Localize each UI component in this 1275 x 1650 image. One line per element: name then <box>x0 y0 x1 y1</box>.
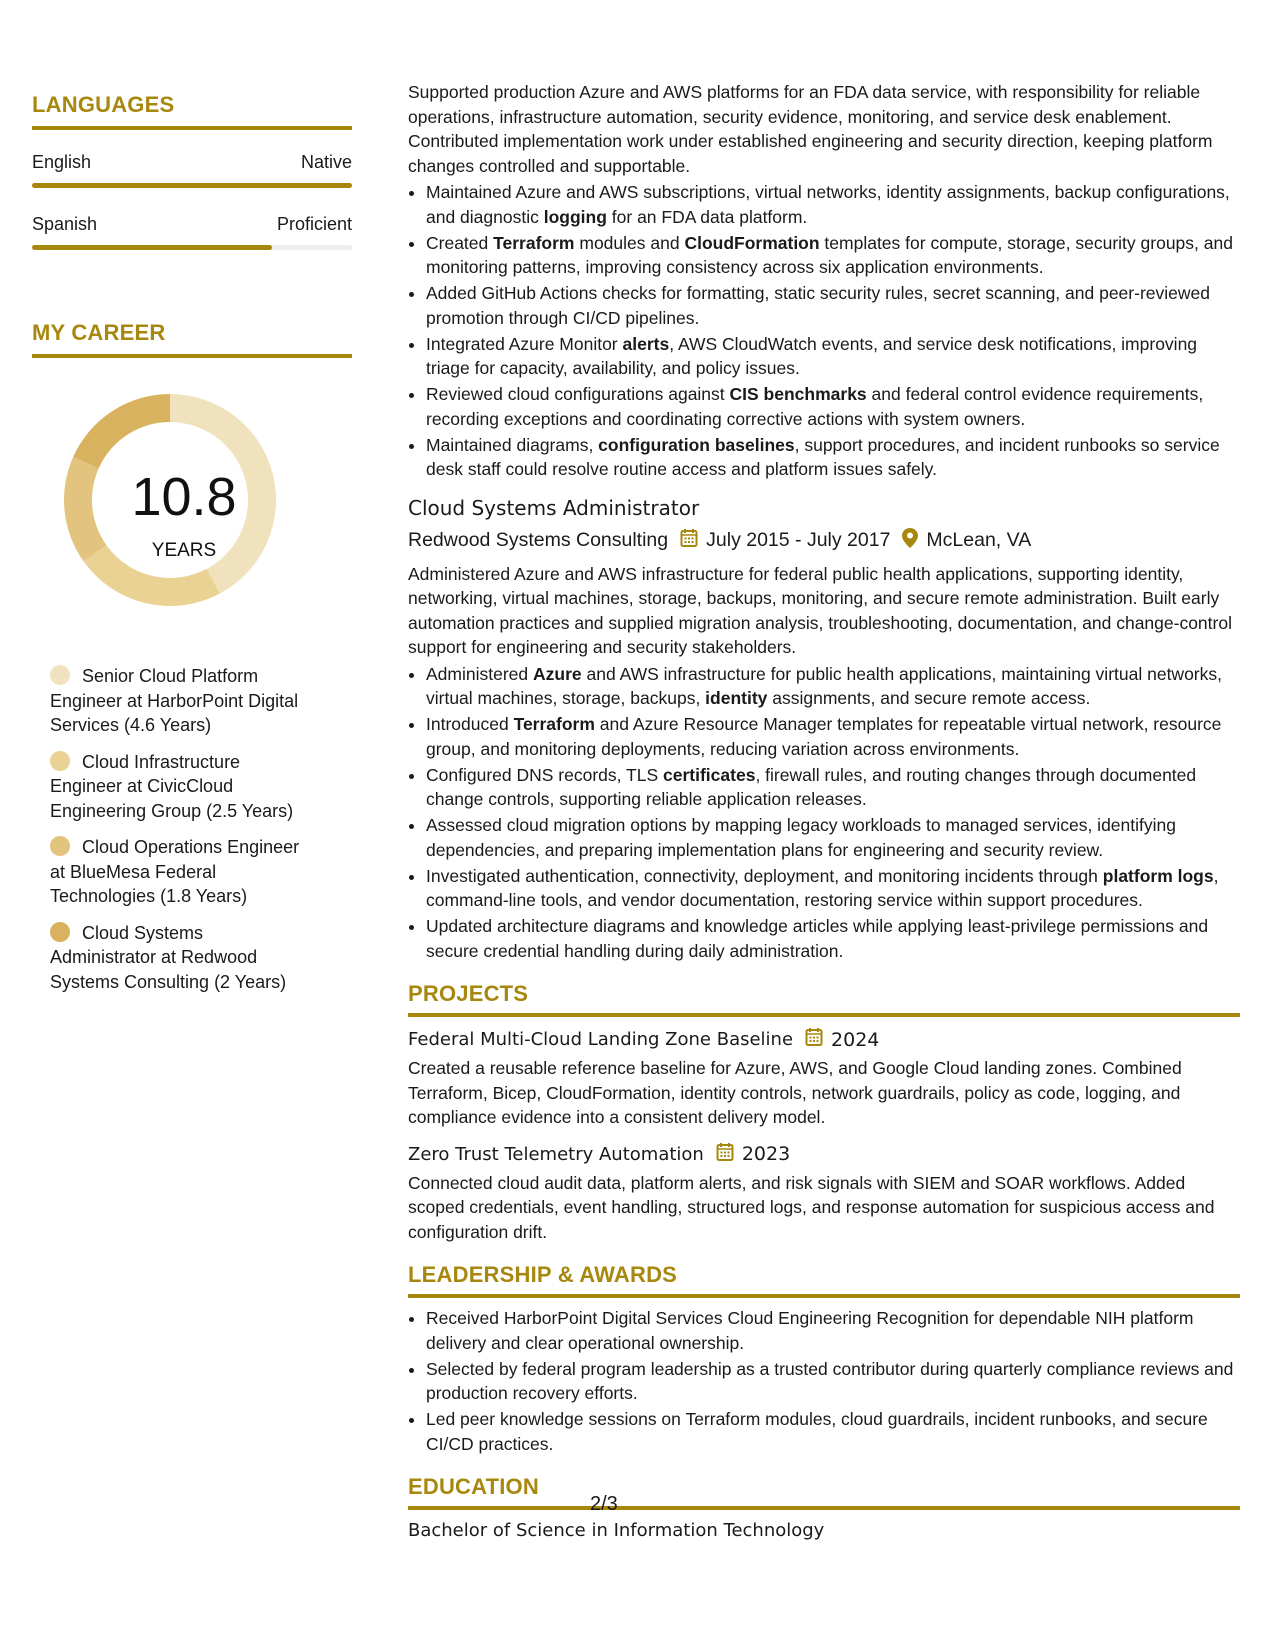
bullet-text: Integrated Azure Monitor <box>426 333 623 354</box>
job-bullet <box>426 662 1240 711</box>
bullet-text: , AWS CloudWatch events, and service desk notifications, improving triage for capacity, availability, and policy issues. <box>426 333 1198 378</box>
job-bullets <box>408 662 1240 964</box>
project-description: Created a reusable reference baseline for Azure, AWS, and Google Cloud landing zones. Combined Terraform, Bicep, CloudFormation, identity controls, network guardrails, policy as code, logging, and compliance evidence into a consistent delivery model. <box>408 1058 1182 1127</box>
leadership-item: • Received HarborPoint Digital Services Cloud Engineering Recognition for dependable NIH platform delivery and clear operational ownership. <box>426 1306 1240 1355</box>
bullet-text: , command-line tools, and vendor documentation, restoring service within support procedures. <box>426 865 1219 910</box>
bullet-text: , firewall rules, and routing changes through documented change controls, supporting reliable application releases. <box>426 764 1197 809</box>
project-name: Zero Trust Telemetry Automation <box>408 1143 704 1165</box>
donut-segment-3 <box>73 394 170 468</box>
bullet-text: assignments, and secure remote access. <box>767 688 1091 708</box>
total-years-value: 10.8 <box>131 467 237 527</box>
bullet-keyword: logging <box>543 206 607 227</box>
project-title <box>408 1142 1240 1167</box>
job-meta <box>408 528 1240 554</box>
calendar-icon <box>680 528 698 554</box>
career-legend-text: Cloud Operations Engineer at BlueMesa Federal Technologies (1.8 Years) <box>50 837 300 906</box>
language-proficiency-fill <box>32 245 272 250</box>
job-bullet <box>426 382 1240 431</box>
bullet-text: and AWS infrastructure for public health applications, maintaining virtual networks, virtual machines, storage, backups, <box>426 663 1222 708</box>
career-legend-text: Cloud Systems Administrator at Redwood Systems Consulting (2 Years) <box>50 922 287 992</box>
career-legend-item <box>50 664 312 738</box>
language-proficiency-fill <box>32 183 352 188</box>
section-divider <box>408 1013 1240 1017</box>
project-year: 2024 <box>831 1028 880 1051</box>
leadership-list <box>408 1306 1240 1456</box>
job-location: McLean, VA <box>926 529 1032 551</box>
job-bullet <box>426 712 1240 761</box>
language-item <box>32 152 352 188</box>
language-name: Spanish <box>32 214 98 234</box>
projects-heading: PROJECTS <box>408 981 529 1006</box>
career-legend <box>32 664 352 994</box>
legend-swatch <box>50 751 70 771</box>
bullet-keyword: alerts <box>622 333 670 354</box>
bullet-keyword: CIS benchmarks <box>729 384 867 404</box>
language-level: Proficient <box>276 214 352 234</box>
language-proficiency-bar <box>32 183 352 188</box>
job-bullet <box>426 332 1240 381</box>
bullet-text: Updated architecture diagrams and knowledge articles while applying least-privilege permissions and secure credential handling during daily administration. <box>426 916 1209 961</box>
job-bullet <box>426 864 1240 913</box>
language-proficiency-bar <box>32 245 352 250</box>
bullet-text: Maintained diagrams, <box>426 434 599 455</box>
bullet-keyword: identity <box>705 688 768 708</box>
education-heading: EDUCATION <box>408 1474 539 1499</box>
bullet-text: Assessed cloud migration options by mapping legacy workloads to managed services, identifying dependencies, and preparing implementation plans for engineering and security review. <box>426 815 1176 860</box>
job-bullet <box>426 180 1240 229</box>
calendar-icon <box>716 1142 734 1167</box>
job-bullet <box>426 281 1240 330</box>
bullet-keyword: Terraform <box>513 714 595 734</box>
career-legend-item <box>50 750 312 824</box>
bullet-keyword: configuration baselines <box>598 434 795 455</box>
job-bullet <box>426 433 1240 482</box>
job-bullet <box>426 763 1240 812</box>
bullet-text: and Azure Resource Manager templates for repeatable virtual network, resource group, and monitoring deployments, reducing variation across environments. <box>426 714 1222 759</box>
bullet-keyword: certificates <box>663 764 756 785</box>
career-legend-item <box>50 835 312 909</box>
total-years-unit: YEARS <box>151 540 217 561</box>
bullet-text: for an FDA data platform. <box>606 206 808 227</box>
legend-swatch <box>50 922 70 942</box>
job-dates: July 2015 - July 2017 <box>706 529 891 551</box>
map-pin-icon <box>902 528 918 554</box>
bullet-keyword: platform logs <box>1102 865 1214 886</box>
career-donut-chart <box>64 394 304 634</box>
page-number: 2/3 <box>590 1493 618 1515</box>
education-section <box>408 1474 1240 1541</box>
bullet-text: Administered <box>426 663 533 684</box>
leadership-item: • Led peer knowledge sessions on Terraform modules, cloud guardrails, incident runbooks, and secure CI/CD practices. <box>426 1407 1240 1456</box>
career-legend-item <box>50 921 312 995</box>
calendar-icon <box>805 1027 823 1052</box>
legend-swatch <box>50 836 70 856</box>
project-name: Federal Multi-Cloud Landing Zone Baseline <box>408 1029 794 1050</box>
language-item <box>32 214 352 250</box>
job-bullet <box>426 914 1240 963</box>
project-description: Connected cloud audit data, platform alerts, and risk signals with SIEM and SOAR workflows. Added scoped credentials, event handling, structured logs, and response automation for suspicious access and configuration drift. <box>408 1172 1215 1242</box>
projects-section <box>408 981 1240 1244</box>
bullet-text: Added GitHub Actions checks for formatting, static security rules, secret scanning, and peer-reviewed promotion through CI/CD pipelines. <box>426 283 1210 328</box>
bullet-keyword: CloudFormation <box>684 232 820 253</box>
company-name: Redwood Systems Consulting <box>408 529 669 551</box>
bullet-keyword: Terraform <box>493 232 575 253</box>
section-divider <box>32 354 352 358</box>
legend-swatch <box>50 665 70 685</box>
bullet-text: Configured DNS records, TLS <box>426 764 664 785</box>
language-name: English <box>32 152 92 172</box>
bullet-text: templates for compute, storage, security groups, and monitoring patterns, improving consistency across six application environments. <box>426 232 1233 277</box>
bullet-text: Created <box>426 232 494 253</box>
bullet-text: Introduced <box>426 714 514 734</box>
job-bullet <box>426 231 1240 280</box>
languages-heading: LANGUAGES <box>32 92 175 117</box>
section-divider <box>408 1506 1240 1510</box>
bullet-text: Reviewed cloud configurations against <box>426 384 730 404</box>
bullet-text: modules and <box>574 232 685 253</box>
project-year: 2023 <box>741 1143 791 1165</box>
degree-title: Bachelor of Science in Information Technology <box>408 1520 825 1541</box>
bullet-text: Investigated authentication, connectivity, deployment, and monitoring incidents through <box>426 865 1103 886</box>
section-divider <box>32 126 352 130</box>
leadership-section <box>408 1262 1240 1456</box>
main-content <box>408 80 1240 1541</box>
career-legend-text: Cloud Infrastructure Engineer at CivicCloud Engineering Group (2.5 Years) <box>50 751 294 821</box>
job-summary: Administered Azure and AWS infrastructure for federal public health applications, supporting identity, networking, virtual machines, storage, backups, monitoring, and secure remote administration. Built early automation practices and supplied migration analysis, troubleshooting, documentation, and change-control support for engineering and security stakeholders. <box>408 563 1232 657</box>
project-title <box>408 1027 1240 1052</box>
bullet-text: and federal control evidence requirements, recording exceptions and coordinating corrective actions with system owners. <box>426 384 1204 429</box>
job-summary: Supported production Azure and AWS platforms for an FDA data service, with responsibility for reliable operations, infrastructure automation, security evidence, monitoring, and service desk enablement. Contributed implementation work under established engineering and security direction, keeping platform changes controlled and supportable. <box>408 82 1213 176</box>
career-legend-text: Senior Cloud Platform Engineer at HarborPoint Digital Services (4.6 Years) <box>50 666 299 735</box>
job-bullets <box>408 180 1240 482</box>
bullet-keyword: Azure <box>533 663 582 684</box>
job-bullet <box>426 813 1240 862</box>
leadership-item: • Selected by federal program leadership as a trusted contributor during quarterly compliance reviews and production recovery efforts. <box>426 1357 1240 1406</box>
career-heading: MY CAREER <box>32 320 166 345</box>
job-title: Cloud Systems Administrator <box>408 495 700 520</box>
leadership-heading: LEADERSHIP & AWARDS <box>408 1262 678 1287</box>
sidebar <box>32 92 352 1006</box>
language-level: Native <box>300 152 352 172</box>
section-divider <box>408 1294 1240 1298</box>
bullet-text: , support procedures, and incident runbooks so service desk staff could resolve routine access and platform issues safely. <box>426 434 1220 479</box>
bullet-text: Maintained Azure and AWS subscriptions, virtual networks, identity assignments, backup configurations, and diagnostic <box>426 182 1230 227</box>
